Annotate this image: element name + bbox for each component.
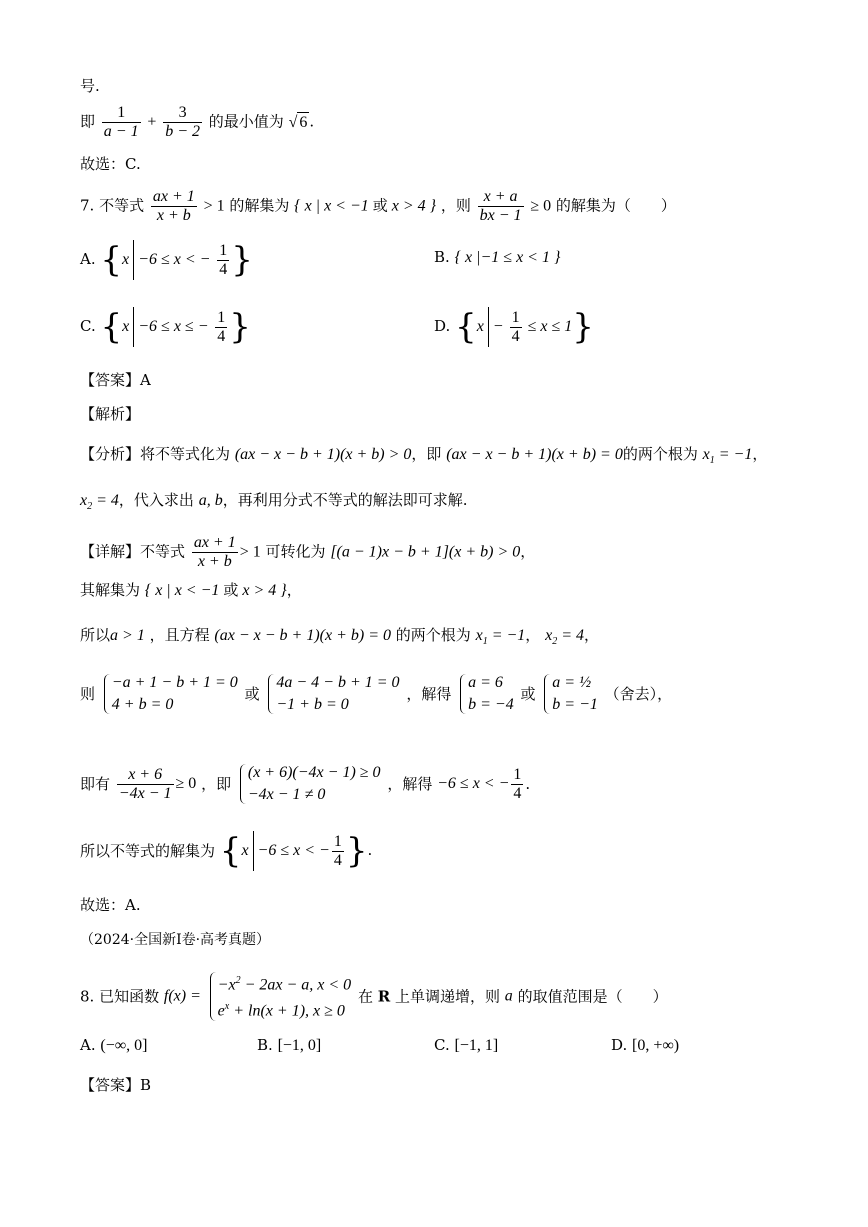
q7-answer: 【答案】A bbox=[80, 371, 151, 389]
q7-option-b: B. { x |−1 ≤ x < 1 } bbox=[434, 248, 561, 266]
text-answer-c: 故选：C. bbox=[80, 155, 141, 173]
min-value-line: 即 $\frac{1}{a - 1}$ + $\frac{3}{b - 2}$ 的最小值为 √ 6 . bbox=[80, 104, 315, 140]
q7-suoyi-line: 所以a > 1 ，且方程 (ax − x − b + 1)(x + b) = 0 的两个根为 $x_1 = -1$， $x_2 = 4$， bbox=[80, 626, 599, 648]
text-hao: 号. bbox=[80, 77, 100, 95]
q7-option-c: C. {x −6 ≤ x ≤ − $\frac{1}{4}$ } bbox=[80, 307, 251, 347]
fraction-1-over-a-1: $\frac{1}{a - 1}$ bbox=[103, 104, 139, 140]
q7-guxuan: 故选：A. bbox=[80, 896, 141, 914]
fraction-ax1-xb: $\frac{ax + 1}{x + b}$ bbox=[152, 188, 195, 224]
system-3: a = 6 b = −4 bbox=[458, 672, 514, 716]
q8-option-c: C. [−1, 1] bbox=[434, 1036, 499, 1054]
q7-option-a: A. {x −6 ≤ x < − $\frac{1}{4}$ } bbox=[80, 240, 253, 280]
system-2: 4a − 4 − b + 1 = 0 −1 + b = 0 bbox=[266, 672, 399, 716]
text-ji: 即 bbox=[80, 112, 96, 131]
q7-option-d: D. {x − $\frac{1}{4}$ ≤ x ≤ 1} bbox=[434, 307, 594, 347]
fraction-xa-bx1: $\frac{x + a}{bx - 1}$ bbox=[479, 188, 522, 224]
q7-fenxi-line1: 【分析】将不等式化为 (ax − x − b + 1)(x + b) > 0，即 (ax − x − b + 1)(x + b) = 0的两个根为 $x_1 = -1$， bbox=[80, 445, 768, 467]
q8-answer: 【答案】B bbox=[80, 1076, 152, 1094]
q7-systems-line: 则 −a + 1 − b + 1 = 0 4 + b = 0 或 4a − 4 − b + 1 = 0 −1 + b = 0 ，解得 a = 6 b = −4 或 a = ½ b = −1 （舍去）， bbox=[80, 672, 672, 716]
q8-option-d: D. [0, +∞) bbox=[611, 1036, 680, 1054]
q7-jieji-line: 其解集为 { x | x < −1 或 x > 4 }， bbox=[80, 581, 302, 599]
q7-stem-prefix: 7. 不等式 bbox=[80, 196, 145, 215]
system-1: −a + 1 − b + 1 = 0 4 + b = 0 bbox=[102, 672, 238, 716]
q8-option-b: B. [−1, 0] bbox=[257, 1036, 322, 1054]
system-5: (x + 6)(−4x − 1) ≥ 0 −4x − 1 ≠ 0 bbox=[238, 762, 381, 806]
q7-fenxi-line2: $x_2 = 4$，代入求出 a, b，再利用分式不等式的解法即可求解. bbox=[80, 491, 468, 513]
text-min-value: 的最小值为 bbox=[208, 112, 284, 131]
q7-stem: 7. 不等式 $\frac{ax + 1}{x + b}$ > 1 的解集为 { x | x < −1 或 x > 4 } ，则 $\frac{x + a}{bx - 1}$ ≥ 0 的解集为（ ） bbox=[80, 188, 676, 224]
system-4: a = ½ b = −1 bbox=[542, 672, 598, 716]
q7-xiangjie-line: 【详解】不等式 $\frac{ax + 1}{x + b}$ > 1 可转化为 [(a − 1)x − b + 1](x + b) > 0， bbox=[80, 534, 536, 570]
fraction-3-over-b-2: $\frac{3}{b - 2}$ bbox=[165, 104, 200, 140]
q8-stem: 8. 已知函数 f(x) = $-x^2 - 2ax - a$, x < 0 $e^x + \ln(x + 1)$, x ≥ 0 在 R 上单调递增，则 a 的取值范围是（ ） bbox=[80, 970, 668, 1023]
piecewise-function: $-x^2 - 2ax - a$, x < 0 $e^x + \ln(x + 1)$, x ≥ 0 bbox=[208, 970, 352, 1023]
q8-option-a: A. (−∞, 0] bbox=[80, 1036, 148, 1054]
q7-solution-set-line: 所以不等式的解集为 {x −6 ≤ x < − $\frac{1}{4}$ }. bbox=[80, 831, 373, 871]
source-tag: （2024·全国新Ⅰ卷·高考真题） bbox=[80, 932, 271, 948]
q7-jiyou-line: 即有 $\frac{x + 6}{-4x - 1}$ ≥ 0 ，即 (x + 6)(−4x − 1) ≥ 0 −4x − 1 ≠ 0 ，解得 −6 ≤ x < − $\frac{1}{4}$ . bbox=[80, 762, 530, 806]
q7-analysis-title: 【解析】 bbox=[80, 405, 141, 423]
